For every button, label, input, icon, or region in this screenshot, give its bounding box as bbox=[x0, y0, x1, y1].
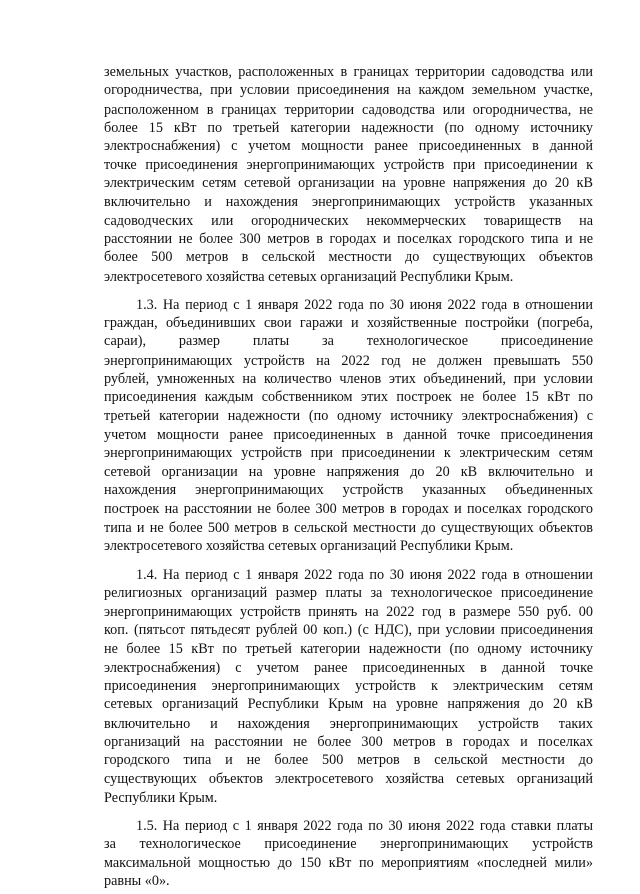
paragraph-line: коп. (пятьсот пятьдесят рублей 00 коп.) (с НДС), при условии присоединения bbox=[104, 622, 593, 638]
paragraph-line: организаций на расстоянии не более 300 метров в городах и поселках bbox=[104, 734, 593, 750]
paragraph-line: расстоянии не более 300 метров в городах и поселках городского типа и не bbox=[104, 231, 593, 247]
paragraph-line: электросетевого хозяйства сетевых организаций Республики Крым. bbox=[104, 538, 514, 554]
paragraph-line: электроснабжения) с учетом мощности ранее присоединенных в данной bbox=[104, 138, 593, 155]
clause-1-4-first-line: 1.4. На период с 1 января 2022 года по 30 июня 2022 года в отношении bbox=[136, 567, 593, 583]
paragraph-line: включительно и нахождения энергопринимающих устройств указанных bbox=[104, 194, 593, 211]
paragraph-line: третьей категории надежности (по одному источнику электроснабжения) с bbox=[104, 407, 593, 424]
paragraph-line: не более 15 кВт по третьей категории надежности (по одному источнику bbox=[104, 641, 593, 658]
paragraph-line: сетевой организации на уровне напряжения до 20 кВ включительно и bbox=[104, 463, 593, 480]
paragraph-line: энергопринимающих устройств принять на 2022 год в размере 550 руб. 00 bbox=[104, 603, 593, 620]
paragraph-line: садоводческих или огороднических некоммерческих товариществ на bbox=[104, 212, 593, 229]
paragraph-line: более 15 кВт по третьей категории надежности (по одному источнику bbox=[104, 120, 593, 136]
paragraph-line: существующих объектов электросетевого хозяйства сетевых организаций bbox=[104, 770, 593, 787]
paragraph-line: сетевых организаций Республики Крым на уровне напряжения до 20 кВ bbox=[104, 696, 593, 713]
paragraph-line: земельных участков, расположенных в границах территории садоводства или bbox=[104, 64, 593, 80]
paragraph-line: сараи), размер платы за технологическое присоединение bbox=[104, 333, 593, 350]
paragraph-line: энергопринимающих устройств на 2022 год не должен превышать 550 bbox=[104, 352, 593, 369]
clause-1-5-first-line: 1.5. На период с 1 января 2022 года по 30 июня 2022 года ставки платы bbox=[136, 818, 593, 834]
paragraph-line: включительно и нахождения энергопринимающих устройств таких bbox=[104, 715, 593, 732]
paragraph-line: электрическим сетям сетевой организации на уровне напряжения до 20 кВ bbox=[104, 175, 593, 191]
paragraph-line: граждан, объединивших свои гаражи и хозяйственные постройки (погреба, bbox=[104, 315, 593, 331]
paragraph-line: Республики Крым. bbox=[104, 790, 218, 806]
clause-1-3-first-line: 1.3. На период с 1 января 2022 года по 30 июня 2022 года в отношении bbox=[136, 296, 593, 313]
paragraph-line: построек на расстоянии не более 300 метров в городах и поселках городского bbox=[104, 501, 593, 518]
paragraph-line: типа и не более 500 метров в сельской местности до существующих объектов bbox=[104, 519, 593, 536]
paragraph-line: энергопринимающих устройств при присоединении к электрическим сетям bbox=[104, 445, 593, 462]
paragraph-line: точке присоединения энергопринимающих устройств при присоединении к bbox=[104, 156, 593, 173]
paragraph-line: равны «0». bbox=[104, 873, 170, 889]
paragraph-line: присоединения энергопринимающих устройств к электрическим сетям bbox=[104, 678, 593, 694]
paragraph-line: огородничества, при условии присоединения на каждом земельном участке, bbox=[104, 82, 593, 99]
paragraph-line: расположенном в границах территории садоводства или огородничества, не bbox=[104, 101, 593, 118]
paragraph-line: электросетевого хозяйства сетевых организаций Республики Крым. bbox=[104, 268, 514, 285]
paragraph-line: более 500 метров в сельской местности до существующих объектов bbox=[104, 249, 593, 266]
paragraph-line: рублей, умноженных на количество членов этих объединений, при условии bbox=[104, 371, 593, 387]
paragraph-line: присоединения каждым собственником этих построек не более 15 кВт по bbox=[104, 389, 593, 406]
paragraph-line: нахождения энергопринимающих устройств указанных объединенных bbox=[104, 482, 593, 498]
paragraph-line: электроснабжения) с учетом ранее присоединенных в данной точке bbox=[104, 659, 593, 676]
paragraph-line: учетом мощности ранее присоединенных в данной точке присоединения bbox=[104, 427, 593, 443]
paragraph-line: максимальной мощностью до 150 кВт по мероприятиям «последней мили» bbox=[104, 854, 593, 871]
paragraph-line: городского типа и не более 500 метров в сельской местности до bbox=[104, 752, 593, 769]
paragraph-line: за технологическое присоединение энергопринимающих устройств bbox=[104, 836, 593, 853]
paragraph-line: религиозных организаций размер платы за технологическое присоединение bbox=[104, 585, 593, 602]
